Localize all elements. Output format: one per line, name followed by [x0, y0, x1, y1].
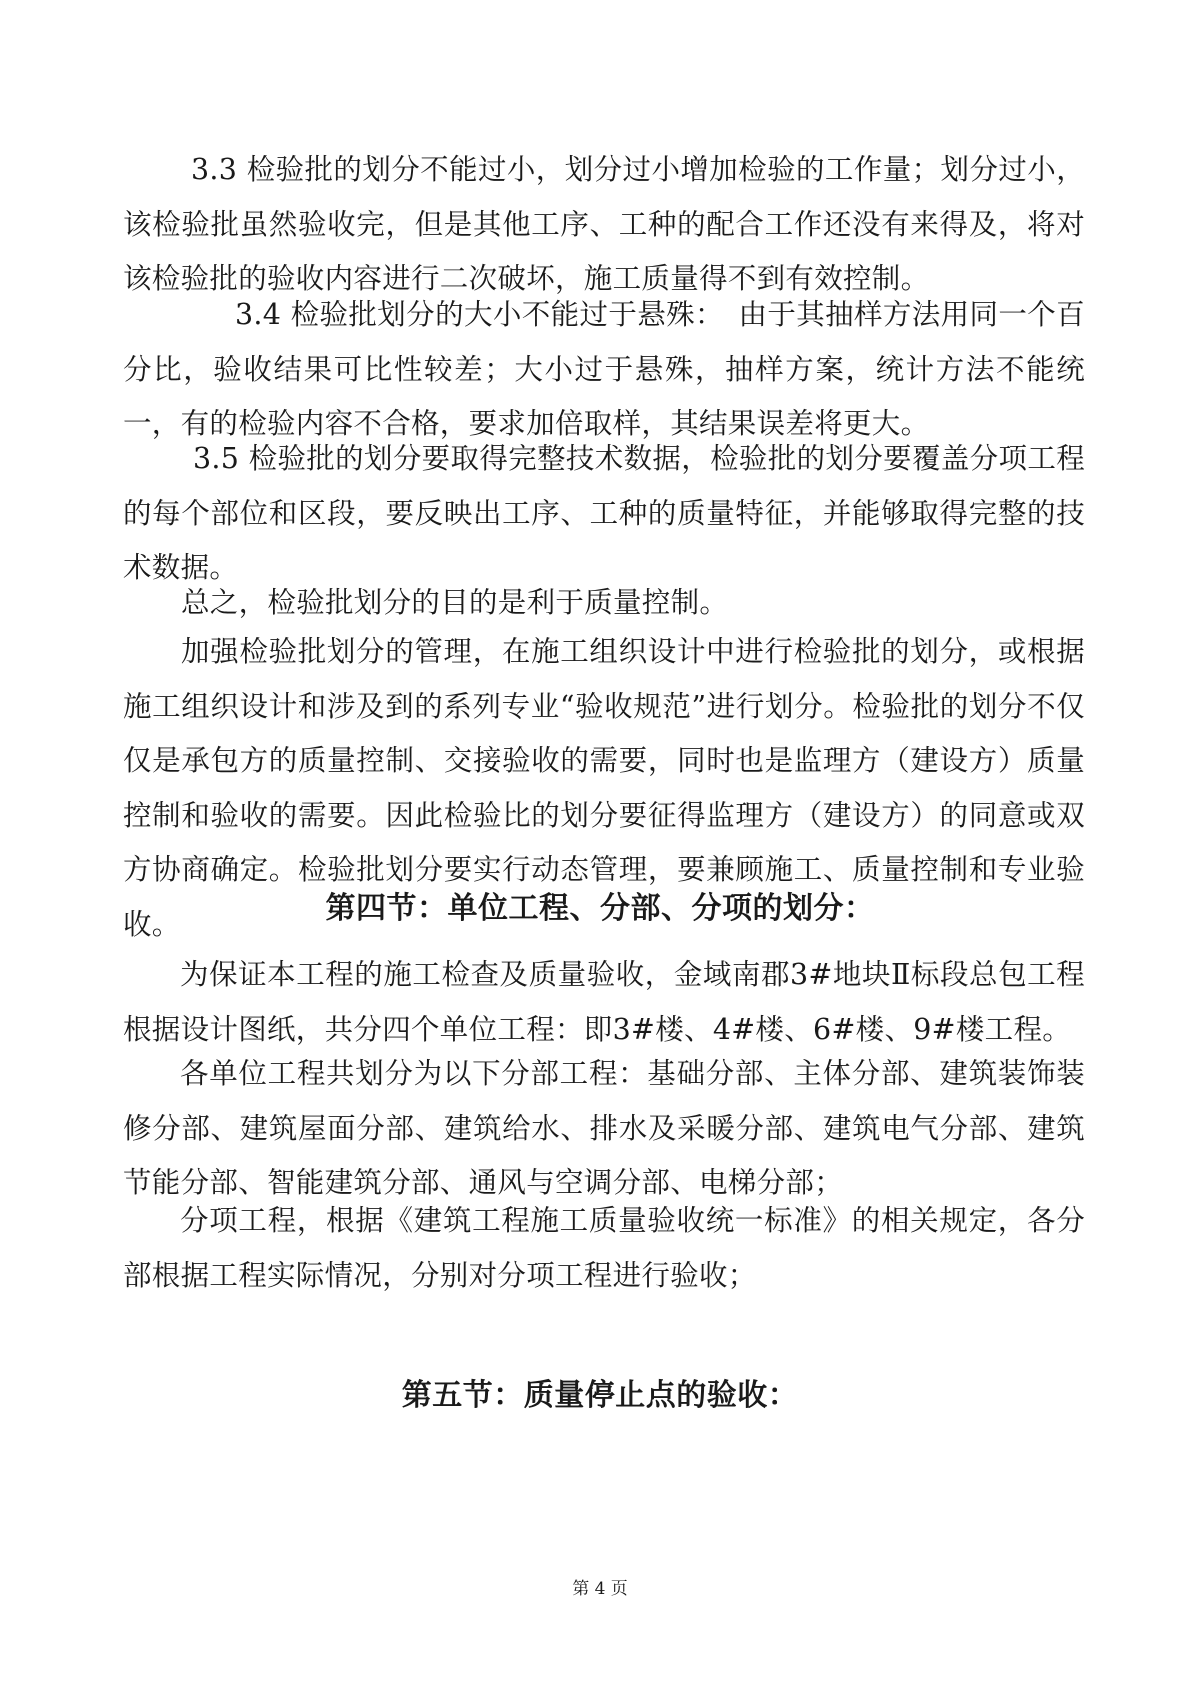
- section-4-paragraph-sub-items: 分项工程，根据《建筑工程施工质量验收统一标准》的相关规定，各分部根据工程实际情况，分别对分项工程进行验收；: [123, 1204, 1085, 1292]
- section-4-paragraph-sub-divisions: 各单位工程共划分为以下分部工程：基础分部、主体分部、建筑装饰装修分部、建筑屋面分部、建筑给水、排水及采暖分部、建筑电气分部、建筑节能分部、智能建筑分部、通风与空调分部、电梯分部；: [123, 1057, 1085, 1199]
- section-5-heading: 第五节：质量停止点的验收：: [401, 1378, 799, 1413]
- paragraph-3-5: 3.5 检验批的划分要取得完整技术数据，检验批的划分要覆盖分项工程的每个部位和区段，要反映出工序、工种的质量特征，并能够取得完整的技术数据。: [123, 442, 1085, 584]
- section-4-paragraph-unit-projects: 为保证本工程的施工检查及质量验收，金域南郡3#地块Ⅱ标段总包工程根据设计图纸，共分四个单位工程：即3#楼、4#楼、6#楼、9#楼工程。: [123, 958, 1085, 1046]
- paragraph-management: 加强检验批划分的管理，在施工组织设计中进行检验批的划分，或根据施工组织设计和涉及到的系列专业“验收规范”进行划分。检验批的划分不仅仅是承包方的质量控制、交接验收的需要，同时也是监理方（建设方）质量控制和验收的需要。因此检验比的划分要征得监理方（建设方）的同意或双方协商确定。检验批划分要实行动态管理，要兼顾施工、质量控制和专业验收。: [123, 635, 1085, 941]
- page-number: 第 4 页: [572, 1579, 628, 1599]
- section-4-heading: 第四节：单位工程、分部、分项的划分：: [325, 891, 875, 926]
- paragraph-3-3: 3.3 检验批的划分不能过小，划分过小增加检验的工作量；划分过小，该检验批虽然验收完，但是其他工序、工种的配合工作还没有来得及，将对该检验批的验收内容进行二次破坏，施工质量得不到有效控制。: [123, 153, 1085, 295]
- paragraph-summary: 总之，检验批划分的目的是利于质量控制。: [181, 586, 729, 619]
- paragraph-3-4: 3.4 检验批划分的大小不能过于悬殊： 由于其抽样方法用同一个百分比，验收结果可比性较差；大小过于悬殊，抽样方案，统计方法不能统一，有的检验内容不合格，要求加倍取样，其结果误差将更大。: [123, 298, 1085, 440]
